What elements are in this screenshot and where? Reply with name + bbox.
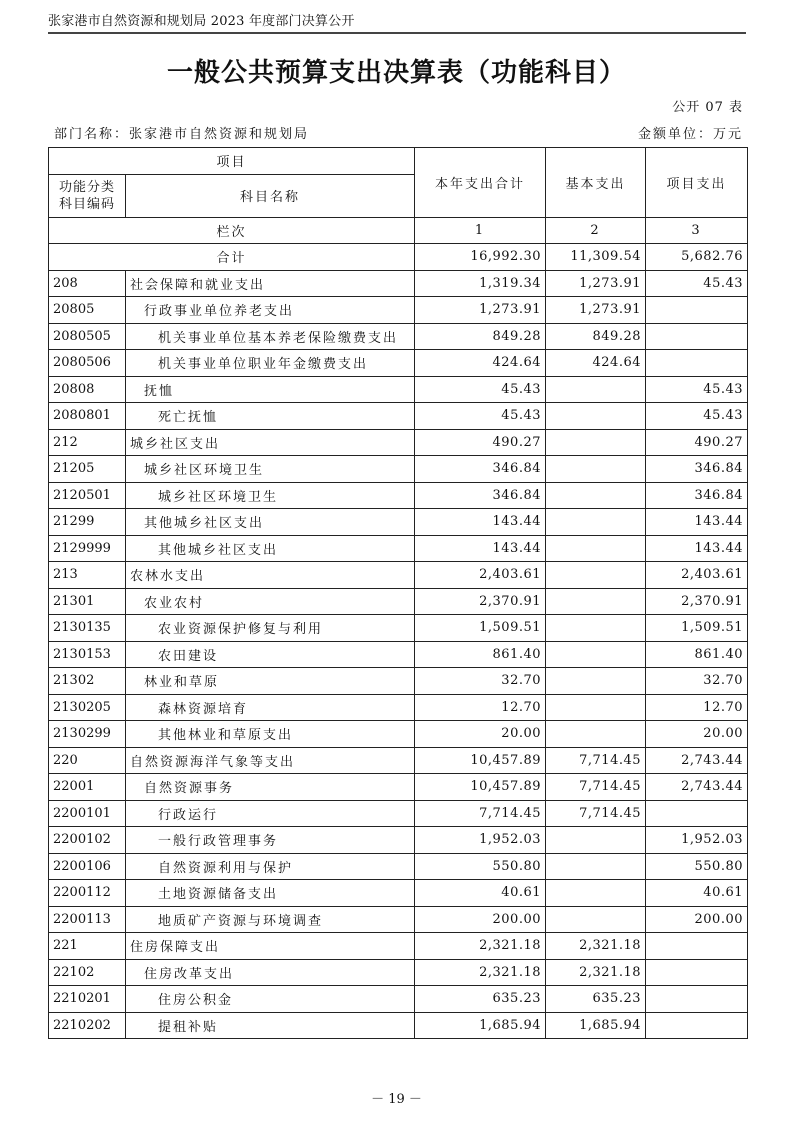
row-basic: 2,321.18 xyxy=(546,933,646,960)
row-basic xyxy=(546,562,646,589)
row-name: 其他林业和草原支出 xyxy=(126,721,415,748)
row-name: 城乡社区环境卫生 xyxy=(126,456,415,483)
row-project: 20.00 xyxy=(646,721,748,748)
row-code: 2200106 xyxy=(49,853,126,880)
row-name: 其他城乡社区支出 xyxy=(126,535,415,562)
row-basic xyxy=(546,588,646,615)
row-basic xyxy=(546,509,646,536)
row-project: 32.70 xyxy=(646,668,748,695)
row-basic xyxy=(546,615,646,642)
row-code: 21299 xyxy=(49,509,126,536)
row-project xyxy=(646,959,748,986)
row-project xyxy=(646,933,748,960)
row-name: 林业和草原 xyxy=(126,668,415,695)
page-number: － 19 － xyxy=(371,1092,422,1107)
table-row xyxy=(49,721,748,748)
row-code: 20805 xyxy=(49,297,126,324)
header-index-label: 栏次 xyxy=(49,217,415,244)
row-basic xyxy=(546,906,646,933)
row-total: 45.43 xyxy=(415,376,546,403)
row-project xyxy=(646,1012,748,1039)
table-row xyxy=(49,774,748,801)
row-project: 45.43 xyxy=(646,270,748,297)
row-basic xyxy=(546,482,646,509)
header-code-label xyxy=(49,174,126,217)
row-code: 212 xyxy=(49,429,126,456)
row-project: 12.70 xyxy=(646,694,748,721)
row-project: 490.27 xyxy=(646,429,748,456)
row-code: 2080801 xyxy=(49,403,126,430)
row-total: 550.80 xyxy=(415,853,546,880)
row-total: 12.70 xyxy=(415,694,546,721)
row-project: 550.80 xyxy=(646,853,748,880)
row-name: 一般行政管理事务 xyxy=(126,827,415,854)
row-project: 1,952.03 xyxy=(646,827,748,854)
row-project: 45.43 xyxy=(646,403,748,430)
row-name: 住房保障支出 xyxy=(126,933,415,960)
row-project xyxy=(646,800,748,827)
row-total: 10,457.89 xyxy=(415,747,546,774)
table-row xyxy=(49,270,748,297)
row-name: 住房公积金 xyxy=(126,986,415,1013)
table-row xyxy=(49,959,748,986)
row-name: 其他城乡社区支出 xyxy=(126,509,415,536)
table-row xyxy=(49,880,748,907)
row-total: 424.64 xyxy=(415,350,546,377)
row-name: 农林水支出 xyxy=(126,562,415,589)
row-project xyxy=(646,350,748,377)
row-total: 143.44 xyxy=(415,509,546,536)
row-project: 346.84 xyxy=(646,482,748,509)
table-row xyxy=(49,853,748,880)
row-total: 2,321.18 xyxy=(415,933,546,960)
row-code: 21205 xyxy=(49,456,126,483)
table-row xyxy=(49,297,748,324)
row-project: 2,743.44 xyxy=(646,747,748,774)
row-project: 2,370.91 xyxy=(646,588,748,615)
row-basic: 849.28 xyxy=(546,323,646,350)
total-project: 5,682.76 xyxy=(646,244,748,271)
table-row xyxy=(49,827,748,854)
table-row xyxy=(49,615,748,642)
row-basic xyxy=(546,853,646,880)
row-name: 城乡社区环境卫生 xyxy=(126,482,415,509)
row-name: 住房改革支出 xyxy=(126,959,415,986)
row-name: 农业农村 xyxy=(126,588,415,615)
header-index-1: 1 xyxy=(415,217,546,244)
row-basic: 1,685.94 xyxy=(546,1012,646,1039)
total-row xyxy=(49,244,748,271)
row-project: 143.44 xyxy=(646,535,748,562)
row-basic xyxy=(546,668,646,695)
row-name: 死亡抚恤 xyxy=(126,403,415,430)
row-code: 2130299 xyxy=(49,721,126,748)
table-row xyxy=(49,429,748,456)
row-basic xyxy=(546,641,646,668)
row-basic xyxy=(546,827,646,854)
row-total: 490.27 xyxy=(415,429,546,456)
expenditure-table xyxy=(48,147,748,1039)
row-project xyxy=(646,986,748,1013)
row-code: 2080506 xyxy=(49,350,126,377)
row-basic xyxy=(546,721,646,748)
header-row-project xyxy=(49,148,748,175)
header-index-2: 2 xyxy=(546,217,646,244)
row-name: 抚恤 xyxy=(126,376,415,403)
row-total: 200.00 xyxy=(415,906,546,933)
row-basic xyxy=(546,456,646,483)
row-code: 2200112 xyxy=(49,880,126,907)
row-basic: 635.23 xyxy=(546,986,646,1013)
row-name: 机关事业单位基本养老保险缴费支出 xyxy=(126,323,415,350)
row-total: 1,509.51 xyxy=(415,615,546,642)
row-project xyxy=(646,323,748,350)
row-basic xyxy=(546,535,646,562)
row-code: 20808 xyxy=(49,376,126,403)
row-code: 221 xyxy=(49,933,126,960)
row-name: 地质矿产资源与环境调查 xyxy=(126,906,415,933)
row-code: 208 xyxy=(49,270,126,297)
row-total: 32.70 xyxy=(415,668,546,695)
table-row xyxy=(49,588,748,615)
header-col-basic: 基本支出 xyxy=(546,148,646,218)
table-row xyxy=(49,641,748,668)
row-total: 861.40 xyxy=(415,641,546,668)
table-row xyxy=(49,747,748,774)
header-name-label: 科目名称 xyxy=(126,174,415,217)
row-code: 2130205 xyxy=(49,694,126,721)
row-name: 农田建设 xyxy=(126,641,415,668)
row-name: 土地资源储备支出 xyxy=(126,880,415,907)
row-basic: 1,273.91 xyxy=(546,270,646,297)
row-code: 22001 xyxy=(49,774,126,801)
row-total: 10,457.89 xyxy=(415,774,546,801)
row-code: 213 xyxy=(49,562,126,589)
row-name: 机关事业单位职业年金缴费支出 xyxy=(126,350,415,377)
row-total: 1,319.34 xyxy=(415,270,546,297)
row-code: 220 xyxy=(49,747,126,774)
amount-unit: 金额单位：万元 xyxy=(637,127,743,142)
row-code: 2080505 xyxy=(49,323,126,350)
row-code: 22102 xyxy=(49,959,126,986)
total-basic: 11,309.54 xyxy=(546,244,646,271)
table-row xyxy=(49,800,748,827)
row-basic xyxy=(546,694,646,721)
table-row xyxy=(49,668,748,695)
row-total: 143.44 xyxy=(415,535,546,562)
table-row xyxy=(49,986,748,1013)
row-basic xyxy=(546,880,646,907)
row-code: 2129999 xyxy=(49,535,126,562)
row-name: 自然资源利用与保护 xyxy=(126,853,415,880)
table-row xyxy=(49,376,748,403)
row-basic xyxy=(546,376,646,403)
row-basic: 424.64 xyxy=(546,350,646,377)
header-col-project: 项目支出 xyxy=(646,148,748,218)
row-name: 社会保障和就业支出 xyxy=(126,270,415,297)
header-index-3: 3 xyxy=(646,217,748,244)
table-row xyxy=(49,933,748,960)
row-code: 21302 xyxy=(49,668,126,695)
table-row xyxy=(49,1012,748,1039)
table-row xyxy=(49,482,748,509)
row-basic xyxy=(546,429,646,456)
row-project: 861.40 xyxy=(646,641,748,668)
row-code: 21301 xyxy=(49,588,126,615)
row-project: 143.44 xyxy=(646,509,748,536)
row-basic: 7,714.45 xyxy=(546,747,646,774)
department-name: 部门名称：张家港市自然资源和规划局 xyxy=(54,127,310,142)
row-project: 2,403.61 xyxy=(646,562,748,589)
row-total: 45.43 xyxy=(415,403,546,430)
total-amount: 16,992.30 xyxy=(415,244,546,271)
row-basic: 7,714.45 xyxy=(546,774,646,801)
row-name: 自然资源事务 xyxy=(126,774,415,801)
row-basic: 2,321.18 xyxy=(546,959,646,986)
table-row xyxy=(49,456,748,483)
row-project: 200.00 xyxy=(646,906,748,933)
row-total: 346.84 xyxy=(415,482,546,509)
table-row xyxy=(49,323,748,350)
row-total: 1,273.91 xyxy=(415,297,546,324)
row-name: 森林资源培育 xyxy=(126,694,415,721)
row-code: 2210201 xyxy=(49,986,126,1013)
table-row xyxy=(49,694,748,721)
row-project xyxy=(646,297,748,324)
row-total: 1,685.94 xyxy=(415,1012,546,1039)
row-total: 2,403.61 xyxy=(415,562,546,589)
table-row xyxy=(49,906,748,933)
row-name: 行政运行 xyxy=(126,800,415,827)
table-row xyxy=(49,403,748,430)
row-name: 自然资源海洋气象等支出 xyxy=(126,747,415,774)
header-col-total: 本年支出合计 xyxy=(415,148,546,218)
running-header: 张家港市自然资源和规划局 2023 年度部门决算公开 xyxy=(48,10,746,34)
row-total: 1,952.03 xyxy=(415,827,546,854)
header-code-label-line1: 功能分类 xyxy=(58,179,115,195)
row-total: 849.28 xyxy=(415,323,546,350)
row-project: 40.61 xyxy=(646,880,748,907)
row-code: 2200113 xyxy=(49,906,126,933)
row-code: 2130153 xyxy=(49,641,126,668)
row-project: 2,743.44 xyxy=(646,774,748,801)
row-name: 农业资源保护修复与利用 xyxy=(126,615,415,642)
row-project: 45.43 xyxy=(646,376,748,403)
table-row xyxy=(49,350,748,377)
row-code: 2120501 xyxy=(49,482,126,509)
table-row xyxy=(49,562,748,589)
table-row xyxy=(49,535,748,562)
row-total: 346.84 xyxy=(415,456,546,483)
row-code: 2200102 xyxy=(49,827,126,854)
row-name: 城乡社区支出 xyxy=(126,429,415,456)
header-code-label-line2: 科目编码 xyxy=(58,196,115,212)
row-total: 20.00 xyxy=(415,721,546,748)
row-code: 2210202 xyxy=(49,1012,126,1039)
form-number: 公开 07 表 xyxy=(672,100,743,115)
row-project: 346.84 xyxy=(646,456,748,483)
row-basic: 7,714.45 xyxy=(546,800,646,827)
row-name: 行政事业单位养老支出 xyxy=(126,297,415,324)
row-total: 635.23 xyxy=(415,986,546,1013)
table-body xyxy=(49,270,748,1039)
header-row-index xyxy=(49,217,748,244)
row-code: 2200101 xyxy=(49,800,126,827)
table-row xyxy=(49,509,748,536)
row-total: 40.61 xyxy=(415,880,546,907)
row-basic xyxy=(546,403,646,430)
row-project: 1,509.51 xyxy=(646,615,748,642)
row-basic: 1,273.91 xyxy=(546,297,646,324)
row-total: 2,321.18 xyxy=(415,959,546,986)
total-label: 合计 xyxy=(49,244,415,271)
row-total: 7,714.45 xyxy=(415,800,546,827)
page-title: 一般公共预算支出决算表（功能科目） xyxy=(166,58,626,88)
row-total: 2,370.91 xyxy=(415,588,546,615)
header-project: 项目 xyxy=(49,148,415,175)
row-code: 2130135 xyxy=(49,615,126,642)
row-name: 提租补贴 xyxy=(126,1012,415,1039)
